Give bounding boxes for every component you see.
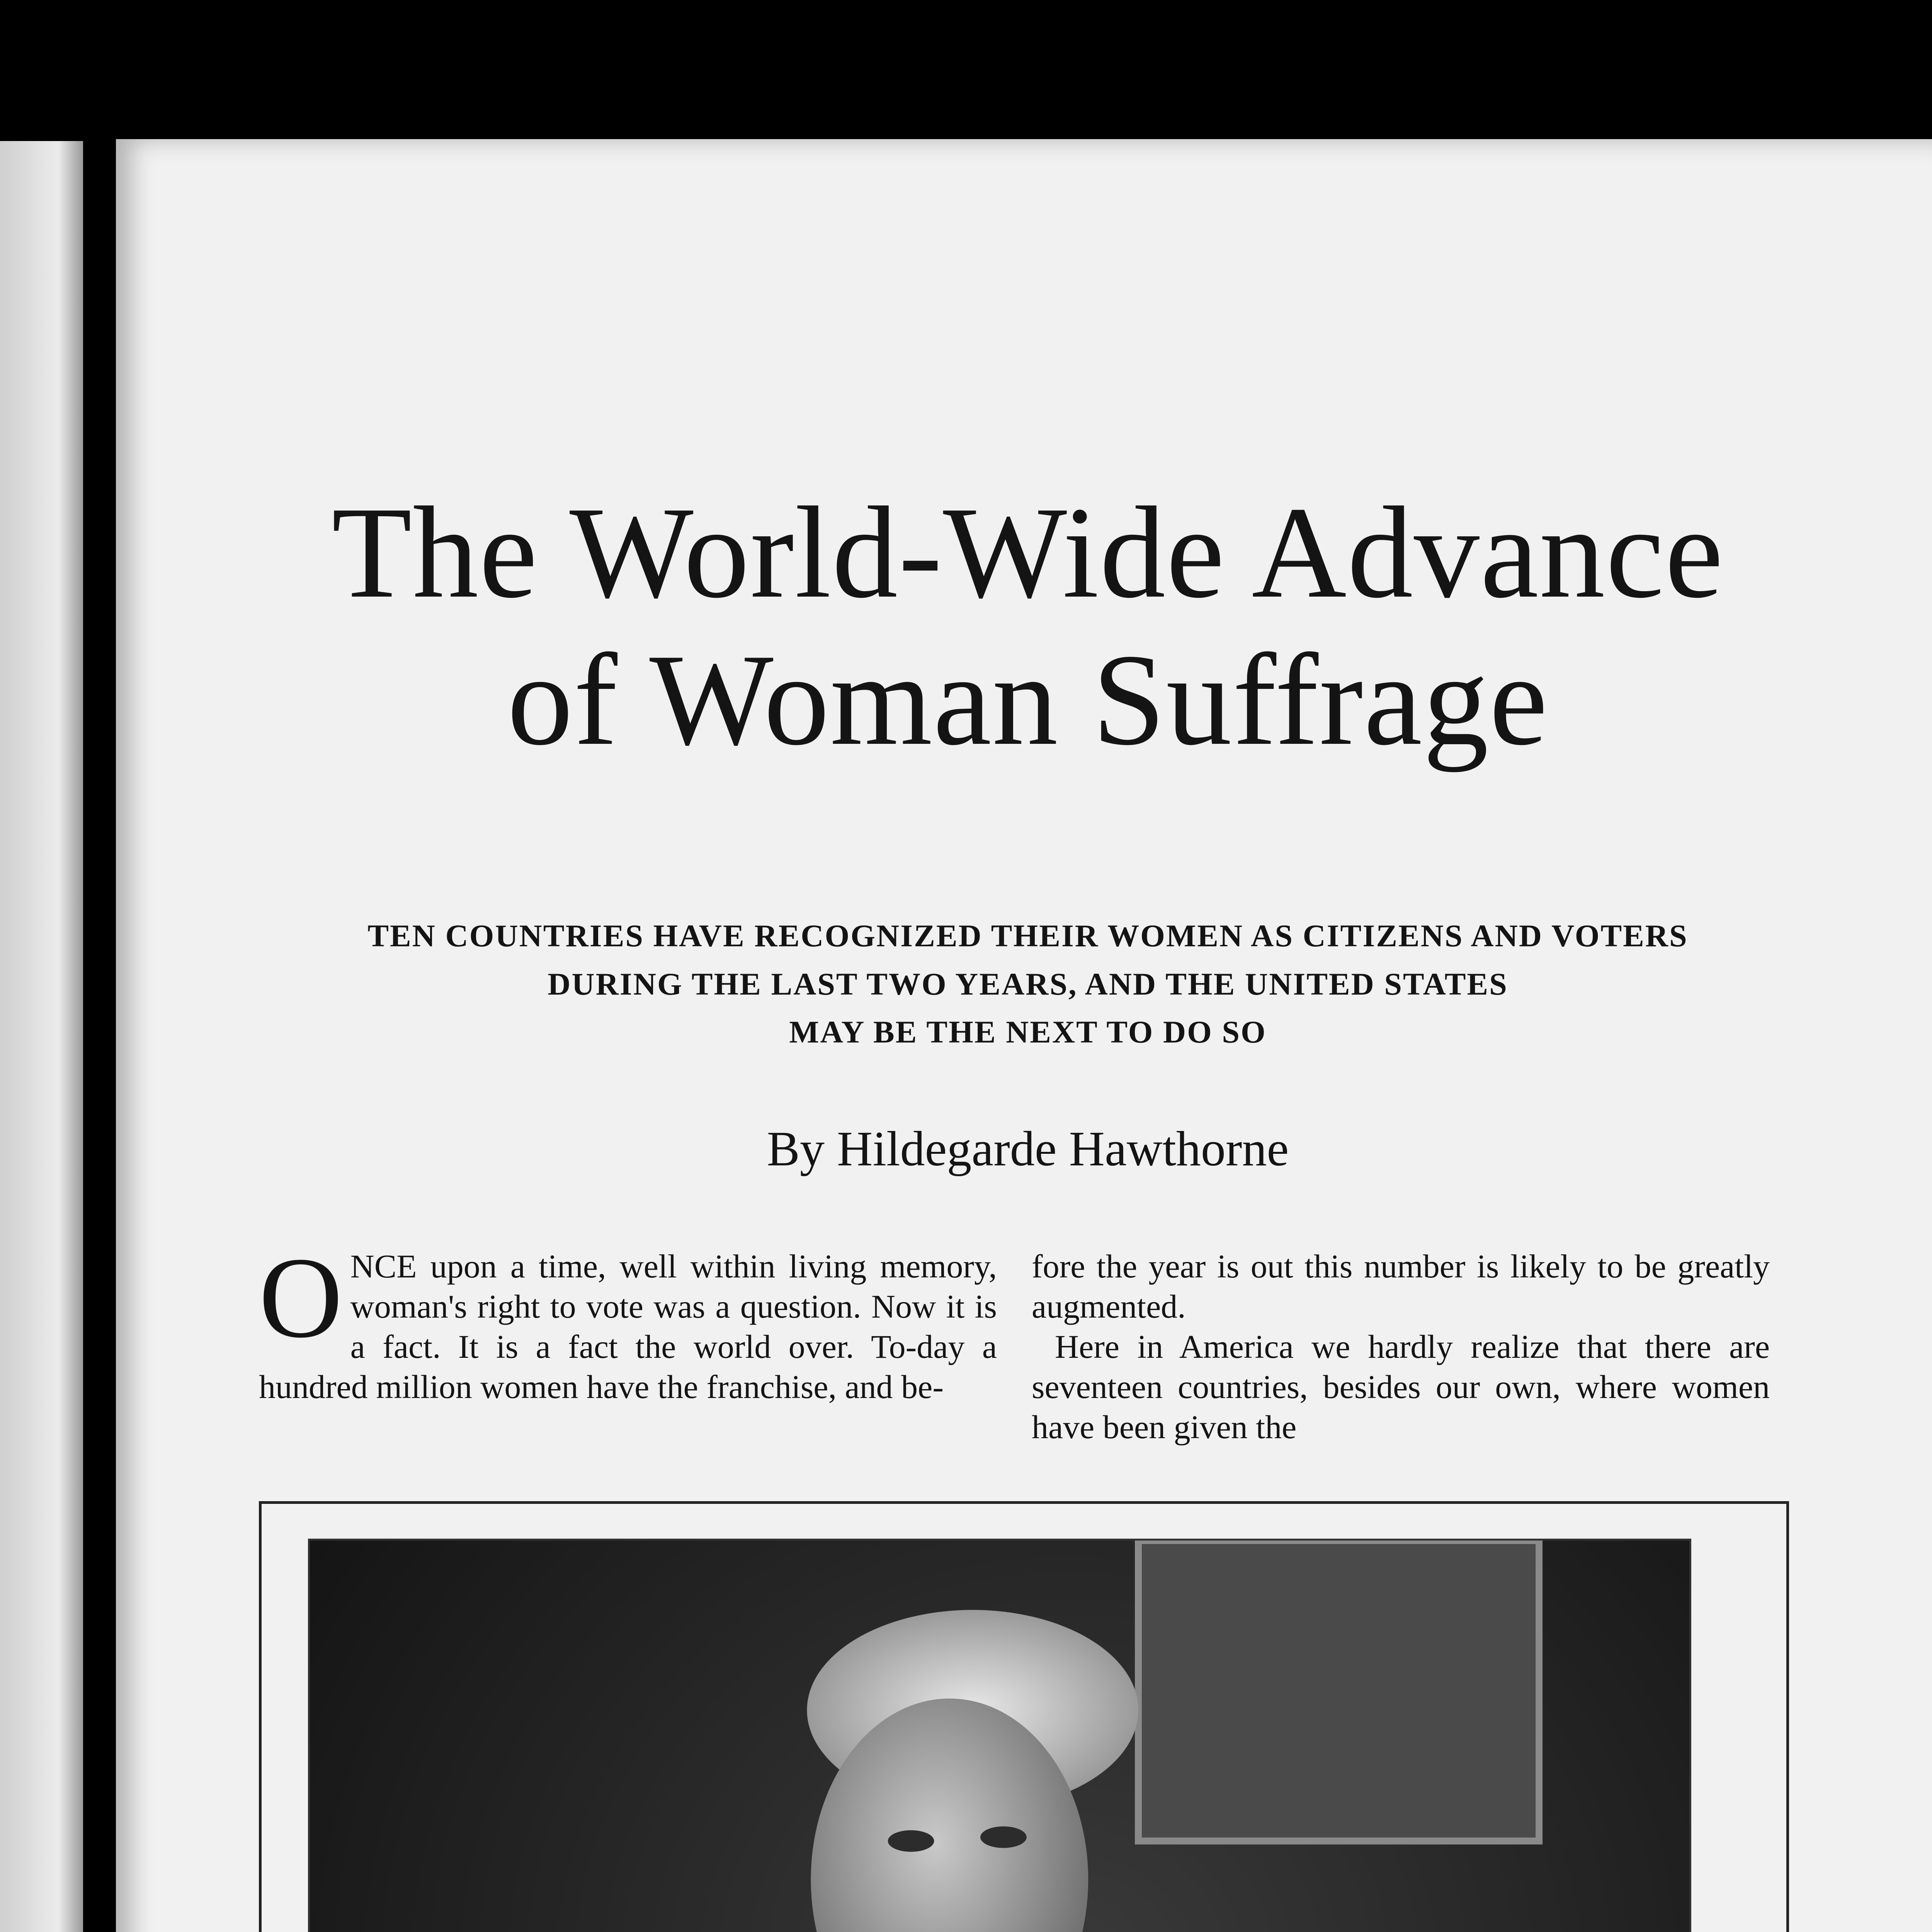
wall-map <box>1138 1541 1539 1841</box>
subtitle-line-3: MAY BE THE NEXT TO DO SO <box>789 1014 1267 1050</box>
magazine-page <box>116 139 1932 1932</box>
article-title <box>116 479 1932 774</box>
photo-frame-inner <box>308 1539 1691 1932</box>
body-column-left <box>259 1233 997 1407</box>
opening-paragraph <box>259 1233 997 1407</box>
portrait-photo <box>310 1541 1689 1932</box>
body-column-right <box>1032 1246 1770 1447</box>
subtitle-line-1: TEN COUNTRIES HAVE RECOGNIZED THEIR WOMEN AS CITIZENS AND VOTERS <box>367 918 1688 953</box>
article-subtitle <box>255 912 1801 1056</box>
facing-page-edge <box>0 141 83 1932</box>
continued-paragraph: fore the year is out this number is likely to be greatly augmented. <box>1032 1248 1770 1325</box>
second-paragraph: Here in America we hardly realize that there are seventeen countries, besides our own, where women have been given the <box>1032 1328 1770 1446</box>
byline: By Hildegarde Hawthorne <box>767 1121 1289 1176</box>
title-line-1: The World-Wide Advance <box>332 480 1724 625</box>
opening-text: NCE upon a time, well within living memory, woman's right to vote was a question. Now it is a fact. It is a fact the world over. To-day a hundred million women have the franchise, and be- <box>259 1248 997 1405</box>
subtitle-line-2: DURING THE LAST TWO YEARS, AND THE UNITED STATES <box>548 966 1508 1002</box>
drop-cap: O <box>259 1233 343 1362</box>
photo-frame-outer <box>259 1501 1789 1932</box>
title-line-2: of Woman Suffrage <box>507 626 1549 772</box>
